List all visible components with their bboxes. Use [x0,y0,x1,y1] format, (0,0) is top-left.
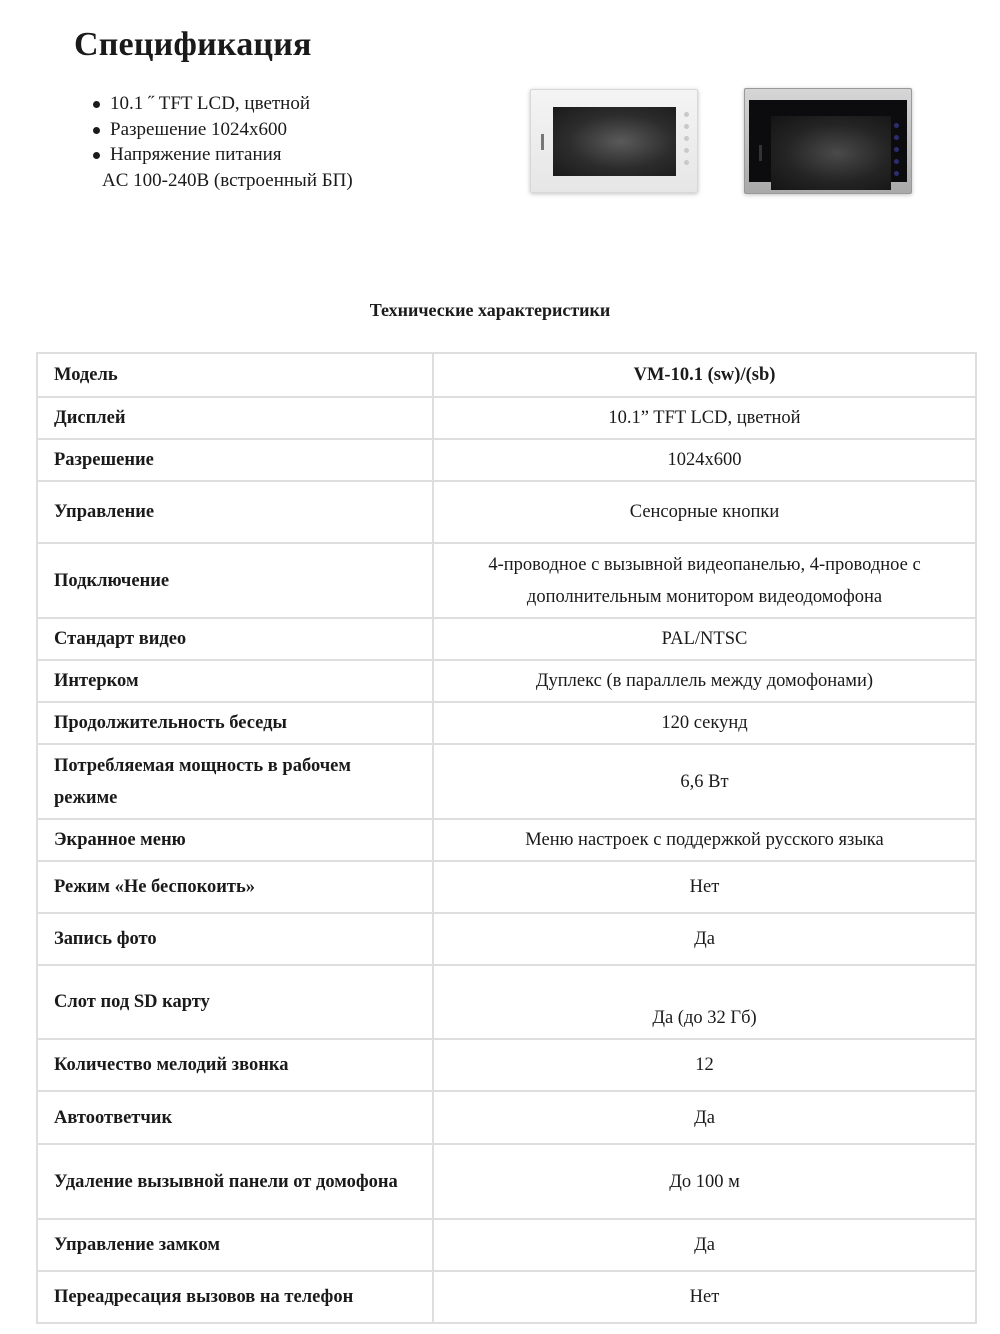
spec-value: Да (до 32 Гб) [433,965,976,1039]
monitor-screen [771,116,891,190]
spec-value: 6,6 Вт [433,744,976,819]
spec-key: Интерком [37,660,433,702]
spec-value: 12 [433,1039,976,1091]
spec-key: Управление замком [37,1219,433,1271]
spec-key: Стандарт видео [37,618,433,660]
spec-value: 1024x600 [433,439,976,481]
spec-key: Управление [37,481,433,543]
spec-key: Режим «Не беспокоить» [37,861,433,913]
table-row [37,1271,976,1323]
monitor-screen [553,107,676,176]
bullet-item-power: Напряжение питания [90,142,353,168]
table-row [37,660,976,702]
table-row [37,353,976,397]
table-row [37,702,976,744]
spec-value: Да [433,913,976,965]
spec-value: Меню настроек с поддержкой русского языка [433,819,976,861]
spec-key: Запись фото [37,913,433,965]
spec-key: Модель [37,353,433,397]
spec-key: Удаление вызывной панели от домофона [37,1144,433,1219]
table-row [37,1039,976,1091]
table-row [37,819,976,861]
spec-value: VM-10.1 (sw)/(sb) [433,353,976,397]
specs-table [36,352,977,1324]
spec-key: Автоответчик [37,1091,433,1144]
monitor-white-image [530,89,698,193]
spec-value: До 100 м [433,1144,976,1219]
spec-value: Да [433,1091,976,1144]
microphone-icon [541,134,544,150]
table-row [37,397,976,439]
spec-value: 10.1” TFT LCD, цветной [433,397,976,439]
spec-value: Да [433,1219,976,1271]
spec-value: Нет [433,1271,976,1323]
spec-key: Потребляемая мощность в рабочем режиме [37,744,433,819]
monitor-black-image [744,88,912,194]
touch-buttons [684,112,689,165]
table-row [37,913,976,965]
table-row [37,481,976,543]
spec-value: 4-проводное с вызывной видеопанелью, 4-проводное с дополнительным монитором видеодомофона [433,543,976,618]
table-row [37,543,976,618]
bullet-item-power-continuation: AC 100-240В (встроенный БП) [102,169,353,191]
table-row [37,744,976,819]
spec-value: 120 секунд [433,702,976,744]
table-row [37,965,976,1039]
spec-key: Продолжительность беседы [37,702,433,744]
table-row [37,439,976,481]
spec-value: Нет [433,861,976,913]
touch-buttons [894,123,899,176]
spec-value: PAL/NTSC [433,618,976,660]
spec-key: Количество мелодий звонка [37,1039,433,1091]
table-row [37,618,976,660]
microphone-icon [759,145,762,161]
spec-key: Переадресация вызовов на телефон [37,1271,433,1323]
table-row [37,1091,976,1144]
spec-value: Дуплекс (в параллель между домофонами) [433,660,976,702]
bullet-item-display: 10.1 ˝ TFT LCD, цветной [90,91,353,117]
spec-key: Дисплей [37,397,433,439]
spec-key: Экранное меню [37,819,433,861]
table-title: Технические характеристики [369,300,611,320]
spec-key: Подключение [37,543,433,618]
table-row [37,1219,976,1271]
table-row [37,1144,976,1219]
spec-key: Разрешение [37,439,433,481]
spec-value: Сенсорные кнопки [433,481,976,543]
page-title: Спецификация [74,26,312,63]
table-row [37,861,976,913]
bullet-item-resolution: Разрешение 1024x600 [90,117,353,143]
spec-key: Слот под SD карту [37,965,433,1039]
spec-bullet-list [90,91,353,193]
